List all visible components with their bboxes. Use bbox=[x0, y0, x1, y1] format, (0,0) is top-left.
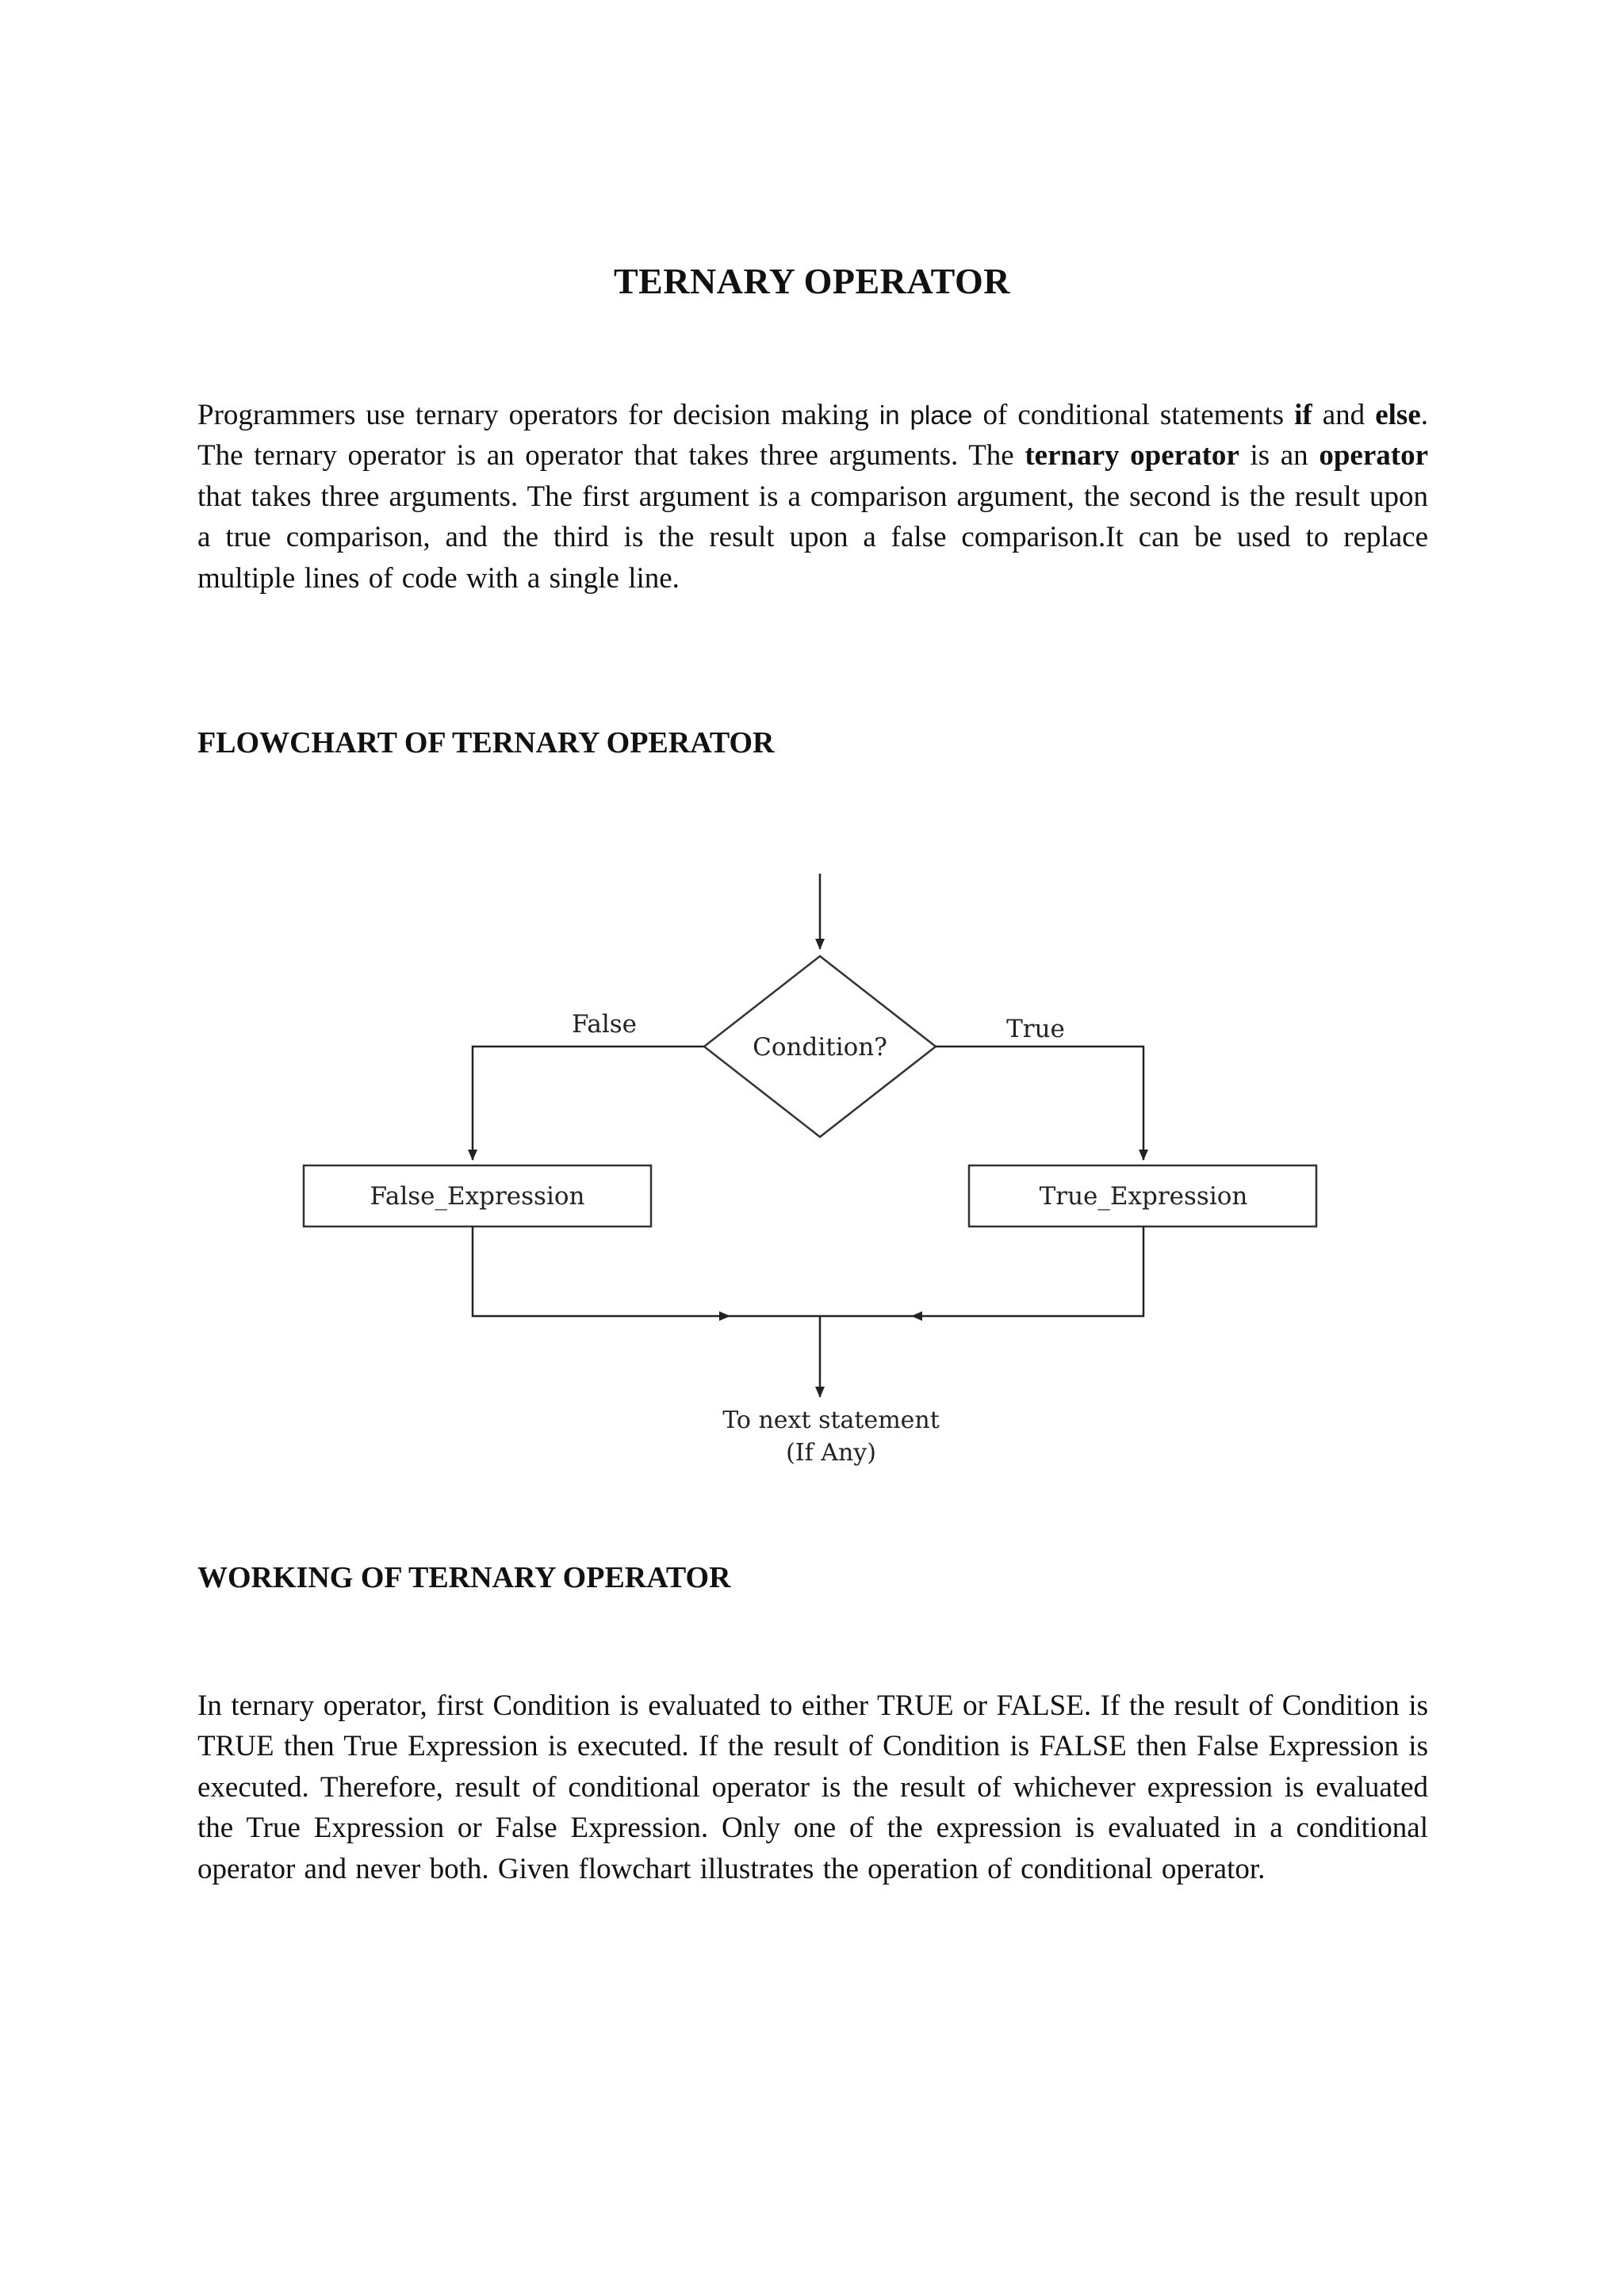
intro-text: . The ternary operator is an operator that takes three arguments. The bbox=[197, 399, 1428, 473]
true-branch-line bbox=[936, 1047, 1143, 1160]
intro-text: of conditional statements bbox=[972, 399, 1295, 431]
false-branch-line bbox=[473, 1047, 704, 1160]
false-branch-label: False bbox=[571, 1010, 638, 1039]
condition-label: Condition? bbox=[753, 1033, 887, 1062]
intro-text: that takes three arguments. The first argument is a comparison argument, the second is the result upon a true comparison, and the third is the result upon a false comparison.It can be used to replace multiple lines of code with a single line. bbox=[197, 480, 1428, 595]
false-expression-label: False_Expression bbox=[370, 1182, 585, 1211]
if-any-label: (If Any) bbox=[786, 1439, 876, 1467]
page-title: TERNARY OPERATOR bbox=[613, 261, 1011, 301]
false-merge-line bbox=[473, 1226, 730, 1316]
keyword-if: if bbox=[1294, 399, 1312, 431]
next-statement-label: To next statement bbox=[722, 1406, 940, 1434]
intro-text: and bbox=[1312, 399, 1376, 431]
intro-paragraph bbox=[197, 395, 1428, 599]
working-heading: WORKING OF TERNARY OPERATOR bbox=[197, 1561, 731, 1594]
intro-text: is an bbox=[1239, 439, 1320, 473]
true-branch-label: True bbox=[1006, 1015, 1065, 1043]
intro-text: in place bbox=[879, 400, 973, 430]
true-expression-label: True_Expression bbox=[1039, 1182, 1248, 1211]
flowchart-diagram bbox=[0, 856, 1624, 1490]
intro-text: Programmers use ternary operators for decision making bbox=[197, 399, 879, 431]
term-ternary-operator: ternary operator bbox=[1025, 439, 1239, 473]
working-paragraph: In ternary operator, first Condition is evaluated to either TRUE or FALSE. If the result of Condition is TRUE then True Expression is executed. If the result of Condition is FALSE then False Expression is executed. Therefore, result of conditional operator is the result of whichever expression is evaluated the True Expression or False Expression. Only one of the expression is evaluated in a conditional operator and never both. Given flowchart illustrates the operation of conditional operator. bbox=[197, 1689, 1428, 1885]
term-operator: operator bbox=[1319, 439, 1428, 473]
keyword-else: else bbox=[1375, 399, 1421, 431]
flowchart-heading: FLOWCHART OF TERNARY OPERATOR bbox=[197, 726, 775, 760]
true-merge-line bbox=[912, 1226, 1143, 1316]
